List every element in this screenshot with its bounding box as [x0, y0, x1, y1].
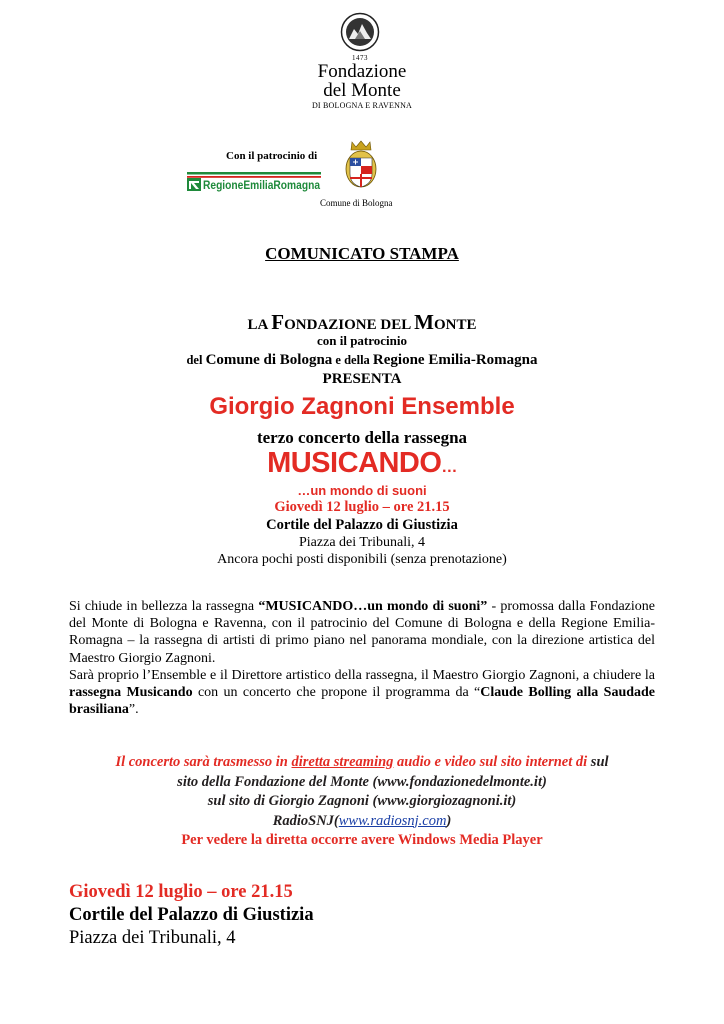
radiosnj-link[interactable]: www.radiosnj.com [338, 812, 447, 829]
page-title: COMUNICATO STAMPA [265, 244, 459, 263]
presenter-name: LA FONDAZIONE DEL MONTE [247, 310, 477, 334]
footer-venue: Cortile del Palazzo di Giustizia [69, 905, 314, 925]
body-text [69, 598, 655, 718]
streaming-line-4: RadioSNJ(www.radiosnj.com) [272, 812, 452, 829]
patronage-label: Con il patrocinio di [226, 150, 318, 162]
fondazione-seal-logo [340, 12, 380, 52]
event-address: Piazza dei Tribunali, 4 [299, 535, 425, 550]
event-date: Giovedì 12 luglio – ore 21.15 [274, 499, 450, 515]
streaming-line-1: Il concerto sarà trasmesso in diretta streaming audio e video sul sito internet di sul [115, 754, 609, 770]
streaming-line-5: Per vedere la diretta occorre avere Windows Media Player [181, 832, 543, 848]
comune-di-bologna-crest [343, 138, 379, 190]
series-tagline: …un mondo di suoni [297, 483, 427, 498]
event-venue: Cortile del Palazzo di Giustizia [266, 517, 458, 533]
foundation-name: Fondazione del Monte [317, 61, 407, 101]
body-paragraph-1: Si chiude in bellezza la rassegna “MUSICANDO…un mondo di suoni” - promossa dalla Fondazione del Monte di Bologna e Ravenna, con il patrocinio del Comune di Bologna e della Regione Emilia-Romagna – la rassegna di artisti di primo piano nel panorama mondiale, con la direzione artistica del Maestro Giorgio Zagnoni. [69, 599, 655, 666]
seats-note: Ancora pochi posti disponibili (senza prenotazione) [217, 552, 507, 567]
presenta-line: PRESENTA [322, 371, 402, 387]
svg-text:RegioneEmiliaRomagna: RegioneEmiliaRomagna [203, 180, 321, 192]
streaming-line-2: sito della Fondazione del Monte (www.fondazionedelmonte.it) [177, 773, 547, 790]
patrons-line: del Comune di Bologna e della Regione Emilia-Romagna [186, 352, 538, 368]
comune-label: Comune di Bologna [320, 198, 393, 208]
foundation-subtitle: DI BOLOGNA E RAVENNA [311, 101, 413, 110]
footer-address: Piazza dei Tribunali, 4 [69, 928, 236, 948]
ensemble-title: Giorgio Zagnoni Ensemble [209, 393, 515, 420]
series-title: MUSICANDO… [267, 447, 457, 479]
patronage-line: con il patrocinio [316, 333, 408, 348]
foundation-year: 1473 [352, 54, 368, 62]
body-paragraph-2: Sarà proprio l’Ensemble e il Direttore artistico della rassegna, il Maestro Giorgio Zagnoni, a chiudere la rassegna Musicando con un concerto che propone il programma da “Claude Bolling alla Saudade brasiliana”. [69, 667, 656, 718]
streaming-line-3: sul sito di Giorgio Zagnoni (www.giorgiozagnoni.it) [207, 793, 517, 809]
concert-subtitle: terzo concerto della rassegna [256, 428, 468, 447]
streaming-info [0, 753, 724, 851]
regione-emilia-romagna-logo [187, 172, 321, 191]
footer-date: Giovedì 12 luglio – ore 21.15 [69, 882, 293, 902]
